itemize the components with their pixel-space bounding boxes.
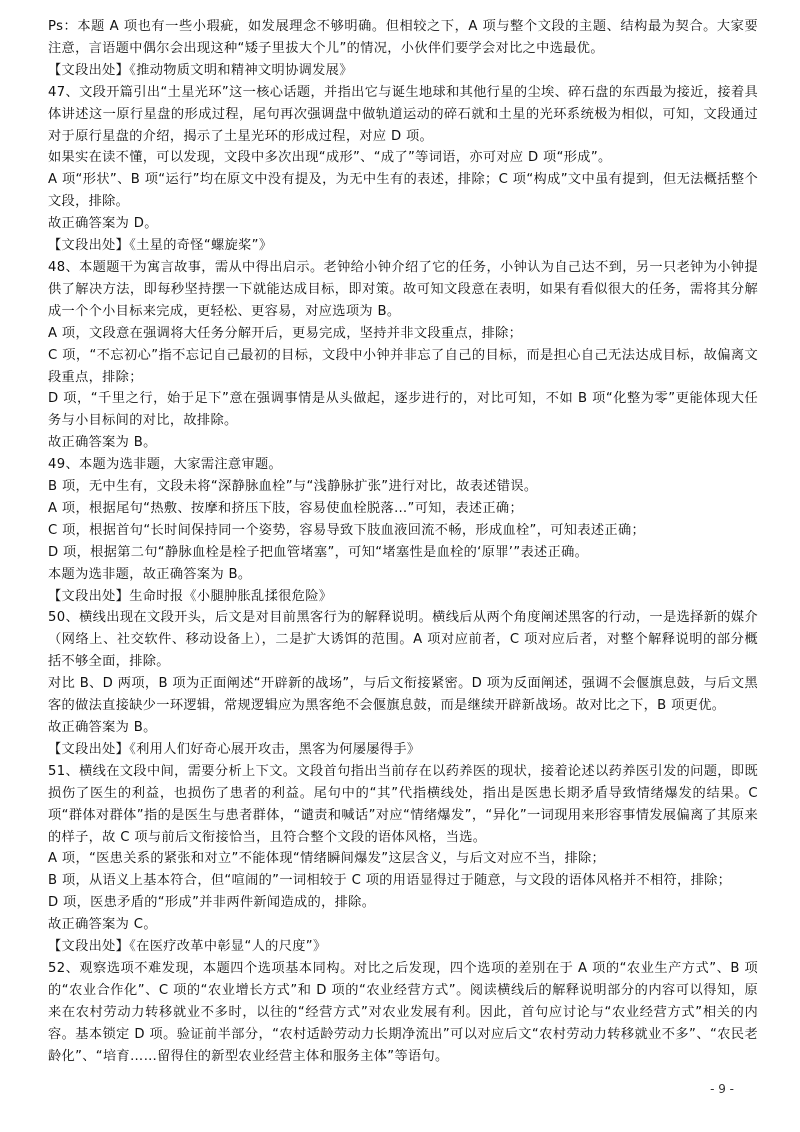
ps-note: Ps：本题 A 项也有一些小瑕疵，如发展理念不够明确。但相较之下，A 项与整个文段的主题、结构最为契合。大家要注意，言语题中偶尔会出现这种“矮子里拔大个儿”的情况，小伙伴们要学会对比之中选最优。 — [48, 19, 758, 56]
answer-48-analysis: 48、本题题干为寓言故事，需从中得出启示。老钟给小钟介绍了它的任务，小钟认为自己达不到，另一只老钟为小钟提供了解决方法，即每秒坚持摆一下就能达成目标，即对策。故可知文段意在表明，如果有看似很大的任务，需将其分解成一个个小目标来完成，更轻松、更容易，对应选项为 B。 — [48, 259, 758, 319]
answer-50-analysis: 50、横线出现在文段开头，后文是对目前黑客行为的解释说明。横线后从两个角度阐述黑客的行动，一是选择新的媒介（网络上、社交软件、移动设备上），二是扩大诱饵的范围。A 项对应前者，C 项对应后者，对整个解释说明的部分概括不够全面，排除。 — [48, 610, 758, 670]
answer-47-options: A 项“形状”、B 项“运行”均在原文中没有提及，为无中生有的表述，排除；C 项“构成”文中虽有提到，但无法概括整个文段，排除。 — [48, 172, 758, 210]
answer-51-option-a: A 项，“医患关系的紧张和对立”不能体现“情绪瞬间爆发”这层含义，与后文对应不当，排除； — [48, 851, 606, 867]
answer-51-option-b: B 项，从语义上基本符合，但“喧闹的”一词相较于 C 项的用语显得过于随意，与文段的语体风格并不相符，排除； — [48, 873, 732, 889]
answer-47-result: 故正确答案为 D。 — [48, 216, 158, 232]
answer-47-tip: 如果实在读不懂，可以发现，文段中多次出现“成形”、“成了”等词语，亦可对应 D 项“形成”。 — [48, 150, 612, 166]
answer-48-option-a: A 项，文段意在强调将大任务分解开后，更易完成，坚持并非文段重点，排除； — [48, 325, 523, 341]
answer-48-option-d: D 项，“千里之行，始于足下”意在强调事情是从头做起，逐步进行的，对比可知，不如 B 项“化整为零”更能体现大任务与小目标间的对比，故排除。 — [48, 391, 758, 429]
source-citation: 【文段出处】《利用人们好奇心展开攻击，黑客为何屡屡得手》 — [48, 741, 421, 757]
answer-51-result: 故正确答案为 C。 — [48, 917, 157, 933]
answer-49-option-b: B 项，无中生有，文段未将“深静脉血栓”与“浅静脉扩张”进行对比，故表述错误。 — [48, 479, 538, 495]
source-citation: 【文段出处】《土星的奇怪“螺旋桨”》 — [48, 238, 273, 254]
answer-49-option-d: D 项，根据第二句“静脉血栓是栓子把血管堵塞”，可知“堵塞性是血栓的‘原罪’”表述正确。 — [48, 544, 589, 560]
source-citation: 【文段出处】生命时报《小腿肿胀乱揉很危险》 — [48, 588, 333, 604]
answer-49-option-a: A 项，根据尾句“热敷、按摩和挤压下肢，容易使血栓脱落…”可知，表述正确； — [48, 500, 524, 516]
answer-49-option-c: C 项，根据首句“长时间保持同一个姿势，容易导致下肢血液回流不畅，形成血栓”，可知表述正确； — [48, 522, 646, 538]
answer-48-result: 故正确答案为 B。 — [48, 435, 157, 451]
answer-50-comparison: 对比 B、D 两项，B 项为正面阐述“开辟新的战场”，与后文衔接紧密。D 项为反面阐述，强调不会偃旗息鼓，与后文黑客的做法直接缺少一环逻辑，常规逻辑应为黑客绝不会偃旗息鼓，而是继续开辟新战场。故对比之下，B 项更优。 — [48, 676, 758, 714]
page-number: - 9 - — [710, 1082, 734, 1096]
answer-50-result: 故正确答案为 B。 — [48, 720, 157, 735]
answer-48-option-c: C 项，“不忘初心”指不忘记自己最初的目标，文段中小钟并非忘了自己的目标，而是担心自己无法达成目标，故偏离文段重点，排除； — [48, 347, 758, 385]
source-citation: 【文段出处】《在医疗改革中彰显“人的尺度”》 — [48, 939, 327, 955]
answer-51-option-d: D 项，医患矛盾的“形成”并非两件新闻造成的，排除。 — [48, 895, 376, 911]
source-citation: 【文段出处】《推动物质文明和精神文明协调发展》 — [48, 62, 353, 78]
answer-49-intro: 49、本题为选非题，大家需注意审题。 — [48, 457, 283, 473]
answer-49-result: 本题为选非题，故正确答案为 B。 — [48, 566, 252, 582]
answer-52-analysis: 52、观察选项不难发现，本题四个选项基本同构。对比之后发现，四个选项的差别在于 A 项的“农业生产方式”、B 项的“农业合作化”、C 项的“农业增长方式”和 D 项的“农业经营方式”。阅读横线后的解释说明部分的内容可以得知，原来在农村劳动力转移就业不多时，以往的“经营方式”对农业发展有利。因此，首句应讨论与“农业经营方式”相关的内容。基本锁定 D 项。验证前半部分，“农村适龄劳动力长期净流出”可以对应后文“农村劳动力转移就业不多”、“农民老龄化”、“培育……留得住的新型农业经营主体和服务主体”等语句。 — [48, 960, 758, 1064]
answer-47-analysis: 47、文段开篇引出“土星光环”这一核心话题，并指出它与诞生地球和其他行星的尘埃、碎石盘的东西最为接近，接着具体讲述这一原行星盘的形成过程，尾句再次强调盘中做轨道运动的碎石就和土星的光环系统极为相似，可知，文段通过对于原行星盘的介绍，揭示了土星光环的形成过程，对应 D 项。 — [48, 84, 758, 144]
answer-51-analysis: 51、横线在文段中间，需要分析上下文。文段首句指出当前存在以药养医的现状，接着论述以药养医引发的问题，即既损伤了医生的利益，也损伤了患者的利益。尾句中的“其”代指横线处，指出是医患长期矛盾导致情绪爆发的结果。C 项“群体对群体”指的是医生与患者群体，“谴责和喊话”对应“情绪爆发”，“异化”一词现用来形容事情发展偏离了其原来的样子，故 C 项与前后文衔接恰当，且符合整个文段的语体风格，当选。 — [48, 763, 758, 845]
